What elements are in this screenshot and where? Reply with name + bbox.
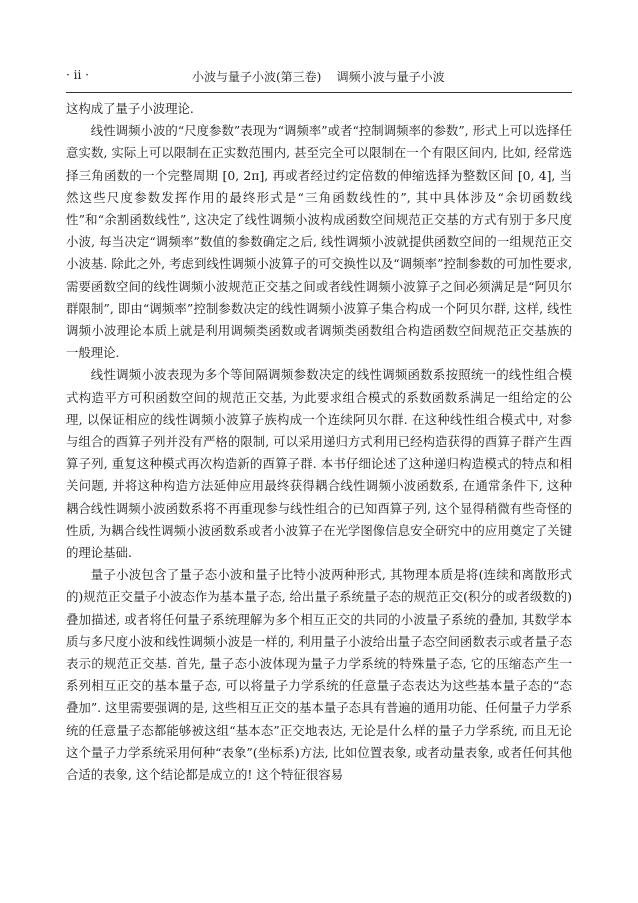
paragraph-chirp-combination: 线性调频小波表现为多个等间隔调频参数决定的线性调频函数系按照统一的线性组合模式构造平方可积函数空间的规范正交基, 为此要求组合模式的系数函数系满足一组给定的公理, 以保证相应的线性调频小波算子族构成一个连续阿贝尔群. 在这种线性组合模式中, 对参与组合的酉算子列并没有严格的限制, 可以采用递归方式利用已经构造获得的酉算子群产生酉算子列, 重复这种模式再次构造新的酉算子群. 本书仔细论述了这种递归构造模式的特点和相关问题, 并将这种构造方法延伸应用最终获得耦合线性调频小波函数系, 在通常条件下, 这种耦合线性调频小波函数系将不再重现参与线性组合的已知酉算子列, 这个显得稍微有些奇怪的性质, 为耦合线性调频小波函数系或者小波算子在光学图像信息安全研究中的应用奠定了关键的理论基础. bbox=[66, 367, 572, 561]
page-number: · ii · bbox=[66, 68, 89, 82]
paragraph-quantum-wavelet: 量子小波包含了量子态小波和量子比特小波两种形式, 其物理本质是将(连续和离散形式的)规范正交量子小波态作为基本量子态, 给出量子系统量子态的规范正交(积分的或者级数的)叠加描述, 或者将任何量子系统理解为多个相互正交的共同的小波量子系统的叠加, 其数学本质与多尺度小波和线性调频小波是一样的, 利用量子小波给出量子态空间函数表示或者量子态表示的规范正交基. 首先, 量子态小波体现为量子力学系统的特殊量子态, 它的压缩态产生一系列相互正交的基本量子态, 可以将量子力学系统的任意量子态表达为这些基本量子态的“态叠加”. 这里需要强调的是, 这些相互正交的基本量子态具有普遍的通用功能、任何量子力学系统的任意量子态都能够被这组“基本态”正交地表达, 无论是什么样的量子力学系统, 而且无论这个量子力学系统采用何种“表象”(坐标系)方法, 比如位置表象, 或者动量表象, 或者任何其他合适的表象, 这个结论都是成立的! 这个特征很容易 bbox=[66, 567, 572, 783]
running-title: 小波与量子小波(第三卷) 调频小波与量子小波 bbox=[192, 70, 445, 84]
running-head bbox=[66, 66, 572, 86]
paragraph-continuation: 这构成了量子小波理论. bbox=[66, 101, 194, 116]
paragraph-chirp-scale: 线性调频小波的“尺度参数”表现为“调频率”或者“控制调频率的参数”, 形式上可以选择任意实数, 实际上可以限制在正实数范围内, 甚至完全可以限制在一个有限区间内, 比如, 经常选择三角函数的一个完整周期 [0, 2π], 再或者经过约定倍数的伸缩选择为整数区间 [0, 4], 当然这些尺度参数发挥作用的最终形式是“三角函数线性的”, 其中具体涉及“余切函数线性”和“余割函数线性”, 这决定了线性调频小波构成函数空间规范正交基的方式有别于多尺度小波, 每当决定“调频率”数值的参数确定之后, 线性调频小波就提供函数空间的一组规范正交小波基. 除此之外, 考虑到线性调频小波算子的可交换性以及“调频率”控制参数的可加性要求, 需要函数空间的线性调频小波规范正交基之间或者线性调频小波算子之间必须满足是“阿贝尔群限制”, 即由“调频率”控制参数决定的线性调频小波算子集合构成一个阿贝尔群, 这样, 线性调频小波理论本质上就是利用调频类函数或者调频类函数组合构造函数空间规范正交基族的一般理论. bbox=[66, 123, 572, 361]
header-rule bbox=[66, 92, 572, 93]
body-text bbox=[66, 98, 572, 786]
